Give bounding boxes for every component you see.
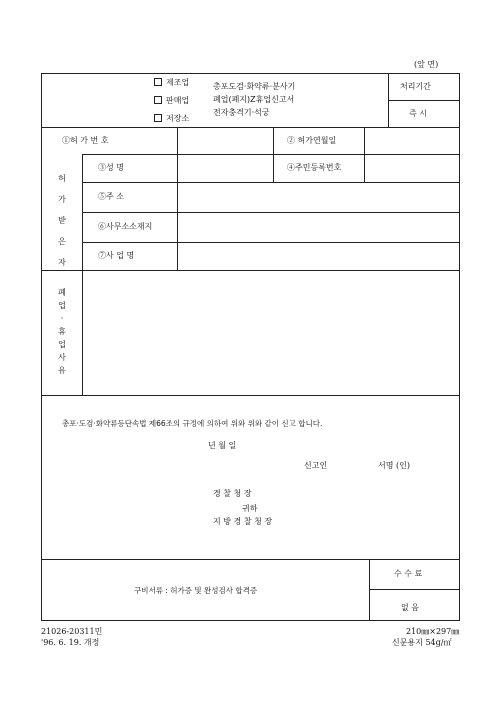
divider xyxy=(82,154,460,155)
fee-value: 없 음 xyxy=(401,603,419,612)
license-date-field[interactable] xyxy=(368,130,456,150)
divider xyxy=(273,154,274,182)
vertical-char: 은 xyxy=(58,237,66,246)
license-date-label: ② 허가연월일 xyxy=(287,136,337,145)
name-label: ③성 명 xyxy=(98,163,124,172)
vertical-char: 사 xyxy=(58,353,66,362)
checkbox-storage[interactable] xyxy=(154,114,189,124)
form-title-line: 전자충격기·석궁 xyxy=(213,108,270,117)
divider xyxy=(177,242,178,270)
divider xyxy=(82,182,460,183)
form-code: 21026-20311민 xyxy=(41,627,103,636)
divider xyxy=(369,589,460,590)
form-side-tag: (앞 면) xyxy=(414,60,439,69)
checkbox-manufacturing[interactable] xyxy=(154,78,189,88)
checkbox-sales[interactable] xyxy=(154,96,189,106)
processing-period-value: 즉 시 xyxy=(409,109,427,118)
divider xyxy=(273,127,274,155)
checkbox-square-icon[interactable] xyxy=(154,78,162,86)
checkbox-square-icon[interactable] xyxy=(154,114,162,122)
date-line[interactable]: 년 월 일 xyxy=(208,441,237,450)
divider xyxy=(388,100,460,101)
reason-group-label xyxy=(56,286,68,377)
checkbox-square-icon[interactable] xyxy=(154,96,162,104)
address-field[interactable] xyxy=(180,186,456,208)
license-number-label: ①허 가 번 호 xyxy=(62,136,109,145)
office-location-field[interactable] xyxy=(180,216,456,238)
required-documents-label: 구비서류 : 허가증 및 완성검사 합격증 xyxy=(134,586,258,595)
addressee-regional-commissioner: 지 방 경 찰 청 장 xyxy=(213,517,273,526)
business-name-field[interactable] xyxy=(180,245,456,267)
revision-date: '96. 6. 19. 개정 xyxy=(41,638,100,647)
divider xyxy=(369,559,370,621)
license-number-field[interactable] xyxy=(180,130,270,150)
name-field[interactable] xyxy=(180,157,270,179)
divider xyxy=(364,154,365,182)
vertical-char: 가 xyxy=(58,195,66,204)
checkbox-label: 판매업 xyxy=(166,96,190,105)
vertical-char: 유 xyxy=(58,366,66,375)
vertical-char: 업 xyxy=(58,301,66,310)
addressee-police-commissioner: 경 찰 청 장 xyxy=(213,489,252,498)
recipient-group-label xyxy=(56,168,68,273)
divider xyxy=(41,270,460,271)
checkbox-label: 저장소 xyxy=(166,114,190,123)
divider xyxy=(82,242,460,243)
divider xyxy=(41,127,460,128)
form-title-line: 폐업(폐지)Z휴업신고서 xyxy=(213,95,295,104)
paper-size: 210㎜×297㎜ xyxy=(406,627,460,636)
address-label: ⑤주 소 xyxy=(98,192,124,201)
divider xyxy=(82,212,460,213)
reason-field[interactable] xyxy=(86,274,456,390)
vertical-char: · xyxy=(60,314,64,323)
divider xyxy=(177,127,178,155)
resident-number-label: ④주민등록번호 xyxy=(287,163,342,172)
business-name-label: ⑦사 업 명 xyxy=(98,251,135,260)
checkbox-label: 제조업 xyxy=(166,78,190,87)
vertical-char: 허 xyxy=(58,174,66,183)
divider xyxy=(388,73,389,127)
divider xyxy=(364,127,365,155)
form-title-line: 총포도검·화약류·분사기 xyxy=(213,82,296,91)
fee-label: 수 수 료 xyxy=(394,569,423,578)
divider xyxy=(82,154,83,395)
vertical-char: 폐 xyxy=(58,288,66,297)
divider xyxy=(41,395,460,396)
resident-number-field[interactable] xyxy=(368,157,456,179)
divider xyxy=(41,559,460,560)
applicant-label: 신고인 xyxy=(304,461,328,470)
processing-period-label: 처리기간 xyxy=(400,82,431,91)
paper-type: 신문용지 54g/㎡ xyxy=(392,638,452,647)
declaration-statement: 총포·도검·화약류등단속법 제66조의 규정에 의하여 위와 위와 같이 신고 합니다. xyxy=(62,419,323,428)
vertical-char: 휴 xyxy=(58,327,66,336)
vertical-char: 받 xyxy=(58,216,66,225)
office-location-label: ⑥사무소소재지 xyxy=(98,222,153,231)
vertical-char: 자 xyxy=(58,258,66,267)
addressee-honorific: 귀하 xyxy=(242,504,258,513)
divider xyxy=(177,154,178,242)
signature-label[interactable]: 서명 (인) xyxy=(378,461,410,470)
vertical-char: 업 xyxy=(58,340,66,349)
